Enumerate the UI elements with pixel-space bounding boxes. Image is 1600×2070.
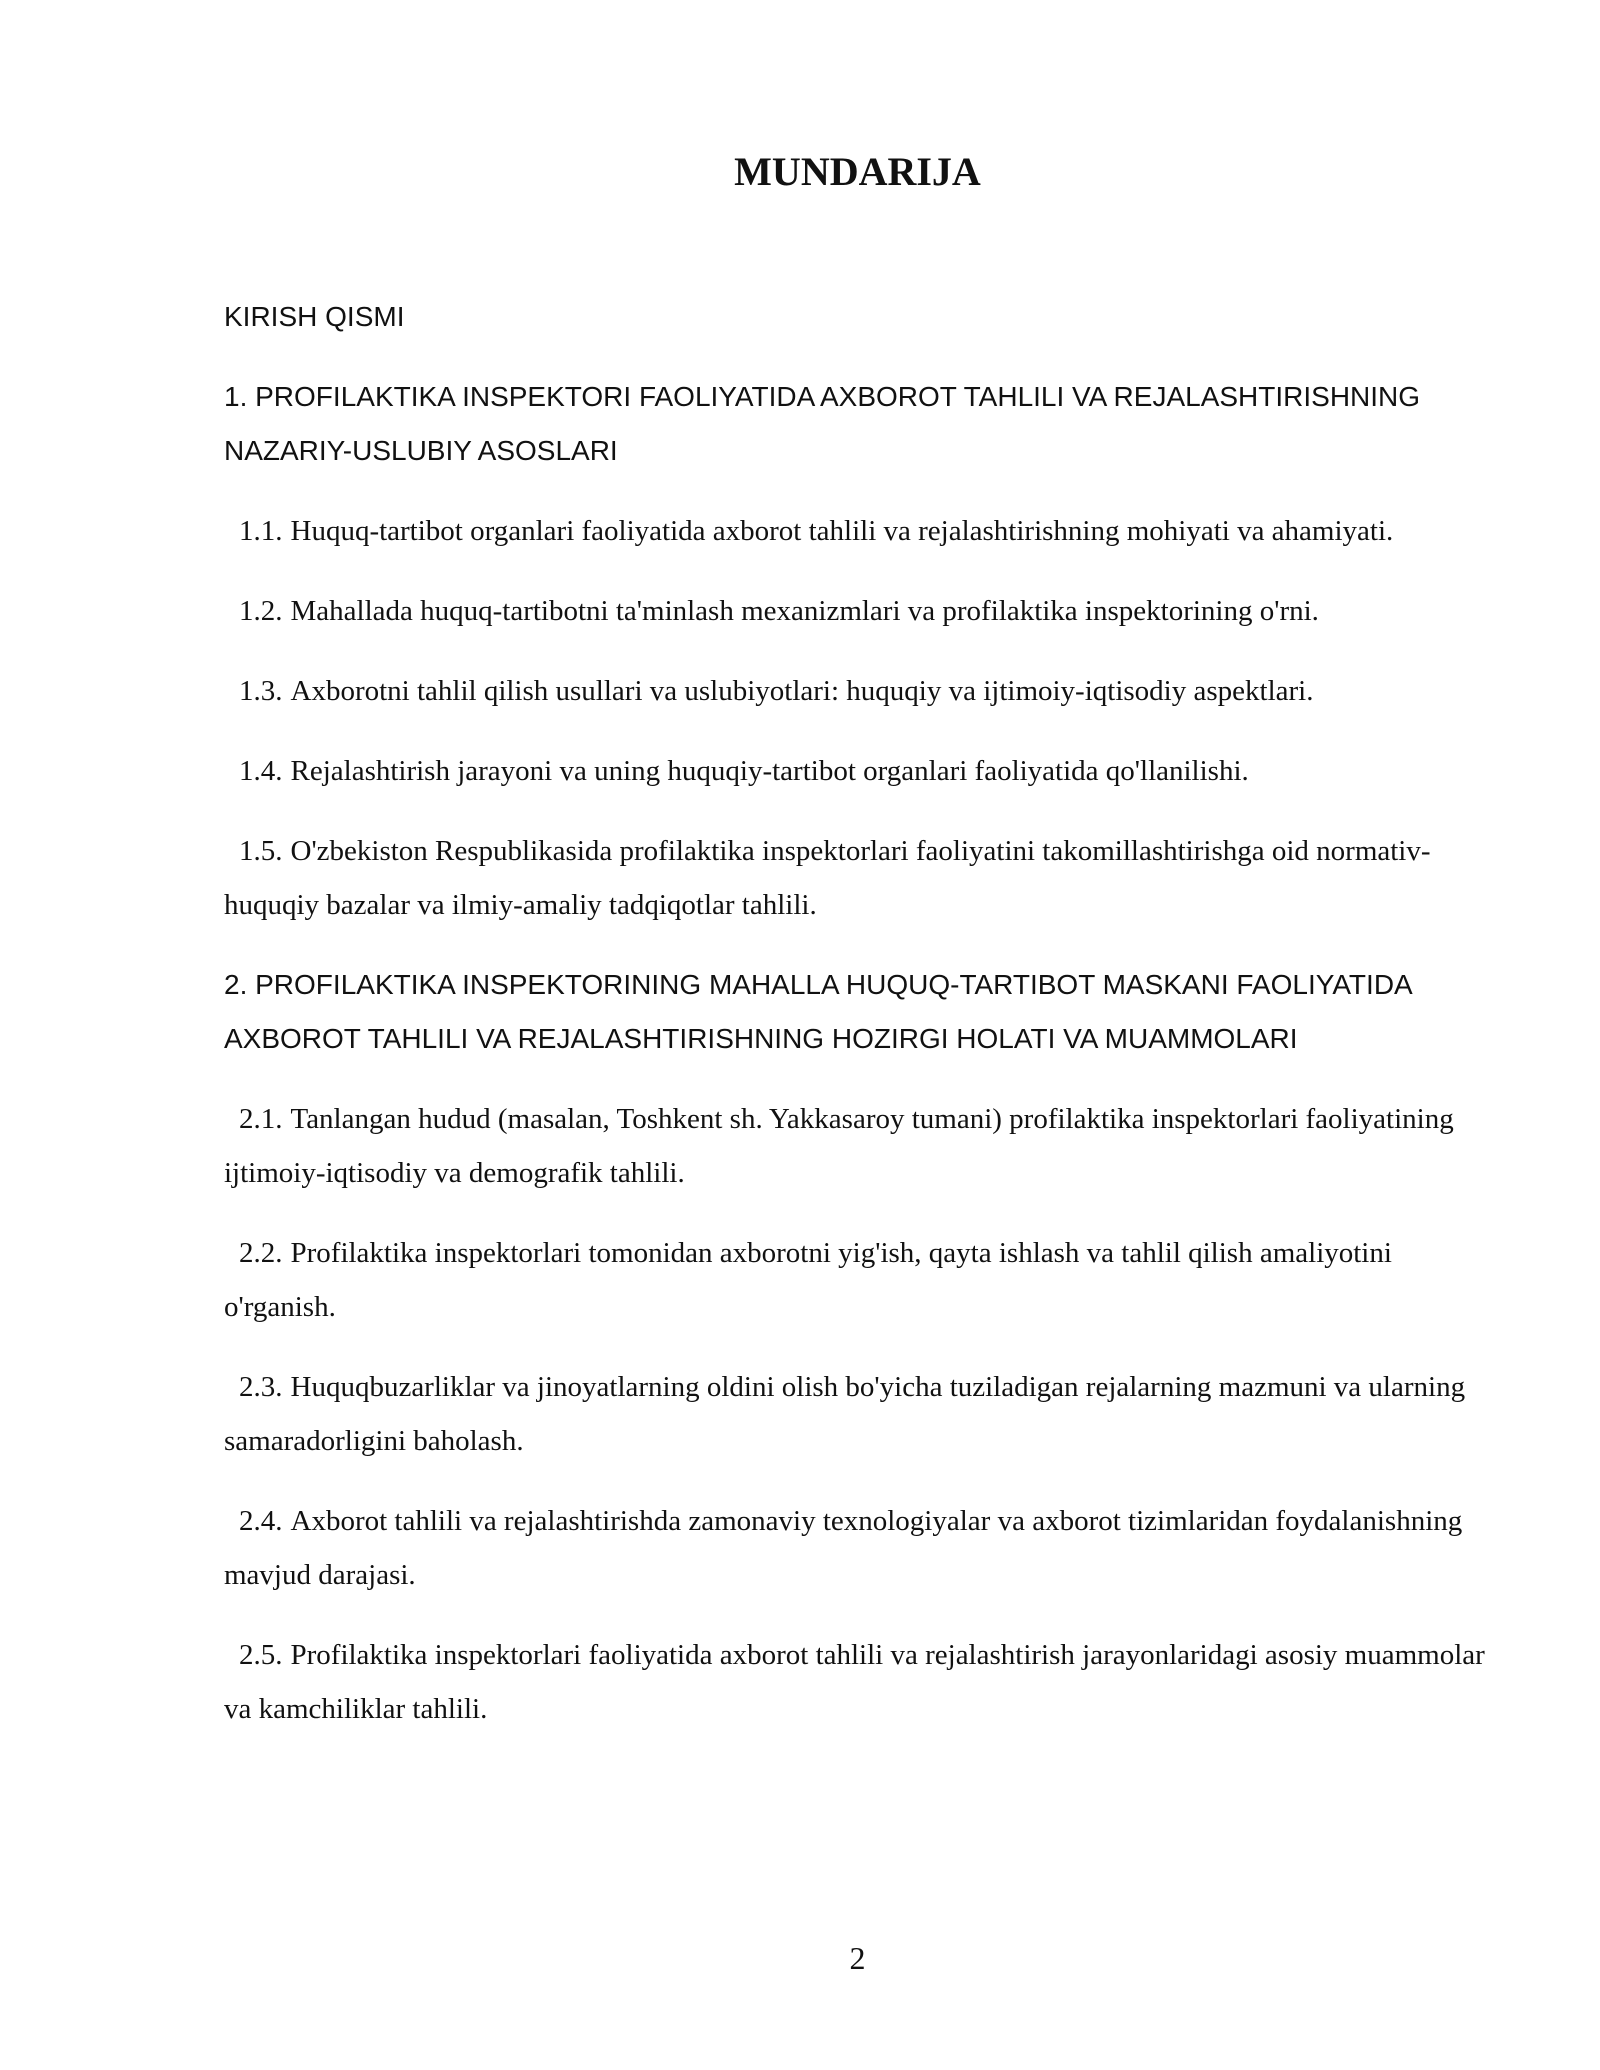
toc-entry-number: 1.4. <box>239 755 283 787</box>
toc-entry-number: 1.1. <box>239 515 283 547</box>
toc-entry-2-5 <box>224 1628 1504 1736</box>
toc-entry-number: 1.2. <box>239 595 283 627</box>
toc-entry-2-4 <box>224 1494 1504 1602</box>
toc-entry-chapter-1: 1. PROFILAKTIKA INSPEKTORI FAOLIYATIDA AXBOROT TAHLILI VA REJALASHTIRISHNING NAZARIY-USLUBIY ASOSLARI <box>224 381 1421 466</box>
toc-entry-chapter-2: 2. PROFILAKTIKA INSPEKTORINING MAHALLA HUQUQ-TARTIBOT MASKANI FAOLIYATIDA AXBOROT TAHLILI VA REJALASHTIRISHNING HOZIRGI HOLATI VA MUAMMOLARI <box>224 969 1412 1054</box>
page-title: MUNDARIJA <box>734 149 981 194</box>
toc-entry-1-3 <box>224 664 1504 718</box>
table-of-contents <box>224 290 1504 1762</box>
toc-entry-1-5 <box>224 824 1504 932</box>
toc-entry-2-3 <box>224 1360 1504 1468</box>
toc-entry-2-2 <box>224 1226 1504 1334</box>
toc-entry-number: 1.3. <box>239 675 283 707</box>
toc-entry-text: Axborotni tahlil qilish usullari va uslubiyotlari: huquqiy va ijtimoiy-iqtisodiy aspektlari. <box>290 675 1314 707</box>
toc-entry-number: 2.1. <box>239 1103 283 1135</box>
toc-entry-text: Profilaktika inspektorlari tomonidan axborotni yig'ish, qayta ishlash va tahlil qilish amaliyotini o'rganish. <box>224 1237 1392 1323</box>
toc-entry-text: O'zbekiston Respublikasida profilaktika inspektorlari faoliyatini takomillashtirishga oid normativ-huquqiy bazalar va ilmiy-amaliy tadqiqotlar tahlili. <box>224 835 1431 921</box>
toc-entry-text: Huquq-tartibot organlari faoliyatida axborot tahlili va rejalashtirishning mohiyati va ahamiyati. <box>290 515 1394 547</box>
toc-entry-1-2 <box>224 584 1504 638</box>
toc-entry-text: Tanlangan hudud (masalan, Toshkent sh. Yakkasaroy tumani) profilaktika inspektorlari faoliyatining ijtimoiy-iqtisodiy va demografik tahlili. <box>224 1103 1454 1189</box>
page-number: 2 <box>849 1940 866 1976</box>
toc-entry-number: 2.3. <box>239 1371 283 1403</box>
toc-entry-text: Mahallada huquq-tartibotni ta'minlash mexanizmlari va profilaktika inspektorining o'rni. <box>290 595 1319 627</box>
toc-entry-number: 2.4. <box>239 1505 283 1537</box>
toc-entry-text: Axborot tahlili va rejalashtirishda zamonaviy texnologiyalar va axborot tizimlaridan foydalanishning mavjud darajasi. <box>224 1505 1463 1591</box>
toc-entry-number: 1.5. <box>239 835 283 867</box>
toc-entry-text: Profilaktika inspektorlari faoliyatida axborot tahlili va rejalashtirish jarayonlaridagi asosiy muammolar va kamchiliklar tahlili. <box>224 1639 1485 1725</box>
toc-entry-number: 2.5. <box>239 1639 283 1671</box>
toc-entry-number: 2.2. <box>239 1237 283 1269</box>
toc-entry-1-4 <box>224 744 1504 798</box>
toc-entry-introduction: KIRISH QISMI <box>224 301 405 332</box>
toc-entry-text: Huquqbuzarliklar va jinoyatlarning oldini olish bo'yicha tuziladigan rejalarning mazmuni va ularning samaradorligini baholash. <box>224 1371 1466 1457</box>
toc-entry-2-1 <box>224 1092 1504 1200</box>
toc-entry-text: Rejalashtirish jarayoni va uning huquqiy-tartibot organlari faoliyatida qo'llanilishi. <box>290 755 1249 787</box>
toc-entry-1-1 <box>224 504 1504 558</box>
